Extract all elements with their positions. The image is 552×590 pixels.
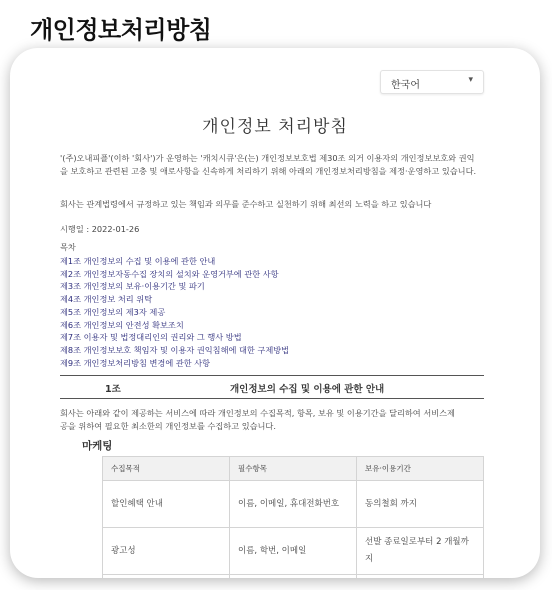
section-title: 개인정보의 수집 및 이용에 관한 안내	[230, 384, 385, 395]
table-cell: 동의철회 까지	[357, 481, 484, 528]
section-1-header	[60, 375, 484, 399]
table-of-contents	[60, 255, 289, 369]
intro-paragraph: '(주)오내피플'(이하 '회사')가 운영하는 '캐치시큐'은(는) 개인정보보호법 제30조 의거 이용자의 개인정보보호와 권익을 보호하고 관련된 고충 및 애로사항을 신속하게 처리하기 위해 아래의 개인정보처리방침을 제정·운영하고 있습니다.	[60, 153, 477, 176]
toc-link-6[interactable]: 제6조 개인정보의 안전성 확보조치	[60, 319, 184, 330]
table-header: 수집목적	[103, 457, 230, 481]
section-number: 1조	[105, 384, 121, 395]
table-row	[103, 528, 484, 575]
toc-link-8[interactable]: 제8조 개인정보보호 책임자 및 이용자 권익침해에 대한 구제방법	[60, 344, 290, 355]
policy-card	[10, 48, 540, 578]
marketing-subheading: 마케팅	[82, 440, 113, 452]
table-cell: 이름, 이메일, 휴대전화번호	[230, 481, 357, 528]
chevron-down-icon: ▾	[468, 75, 473, 85]
toc-link-2[interactable]: 제2조 개인정보자동수집 장치의 설치와 운영거부에 관한 사항	[60, 268, 279, 279]
toc-link-5[interactable]: 제5조 개인정보의 제3자 제공	[60, 306, 166, 317]
table-cell	[103, 575, 230, 579]
section-1-description: 회사는 아래와 같이 제공하는 서비스에 따라 개인정보의 수집목적, 항목, 보유 및 이용기간을 달리하여 서비스제공을 위하여 필요한 최소한의 개인정보를 수집하고 있습니다.	[60, 408, 455, 431]
page-heading: 개인정보처리방침	[30, 16, 212, 44]
toc-link-1[interactable]: 제1조 개인정보의 수집 및 이용에 관한 안내	[60, 256, 216, 266]
table-cell: 할인혜택 안내	[103, 481, 230, 528]
collection-table	[102, 456, 484, 578]
table-header: 필수항목	[230, 457, 357, 481]
document-title: 개인정보 처리방침	[202, 117, 348, 137]
toc-link-4[interactable]: 제4조 개인정보 처리 위탁	[60, 294, 153, 305]
table-cell: 선발 종료일로부터 2 개월까지	[357, 528, 484, 575]
commitment-paragraph: 회사는 관계법령에서 규정하고 있는 책임과 의무를 준수하고 실천하기 위해 최선의 노력을 하고 있습니다	[60, 199, 432, 209]
toc-link-7[interactable]: 제7조 이용자 및 법정대리인의 권리와 그 행사 방법	[60, 332, 242, 343]
toc-link-9[interactable]: 제9조 개인정보처리방침 변경에 관한 사항	[60, 357, 211, 368]
policy-document	[10, 48, 540, 578]
language-select[interactable]	[380, 70, 484, 94]
table-cell	[357, 575, 484, 579]
table-cell	[230, 575, 357, 579]
effective-date: 시행일 : 2022-01-26	[60, 224, 140, 234]
table-cell: 이름, 학번, 이메일	[230, 528, 357, 575]
table-cell: 광고성	[103, 528, 230, 575]
language-select-value: 한국어	[391, 80, 420, 91]
table-header-row	[103, 457, 484, 481]
toc-link-3[interactable]: 제3조 개인정보의 보유·이용기간 및 파기	[60, 281, 205, 292]
toc-title: 목차	[60, 242, 76, 252]
table-row	[103, 481, 484, 528]
table-header: 보유·이용기간	[357, 457, 484, 481]
table-row	[103, 575, 484, 579]
